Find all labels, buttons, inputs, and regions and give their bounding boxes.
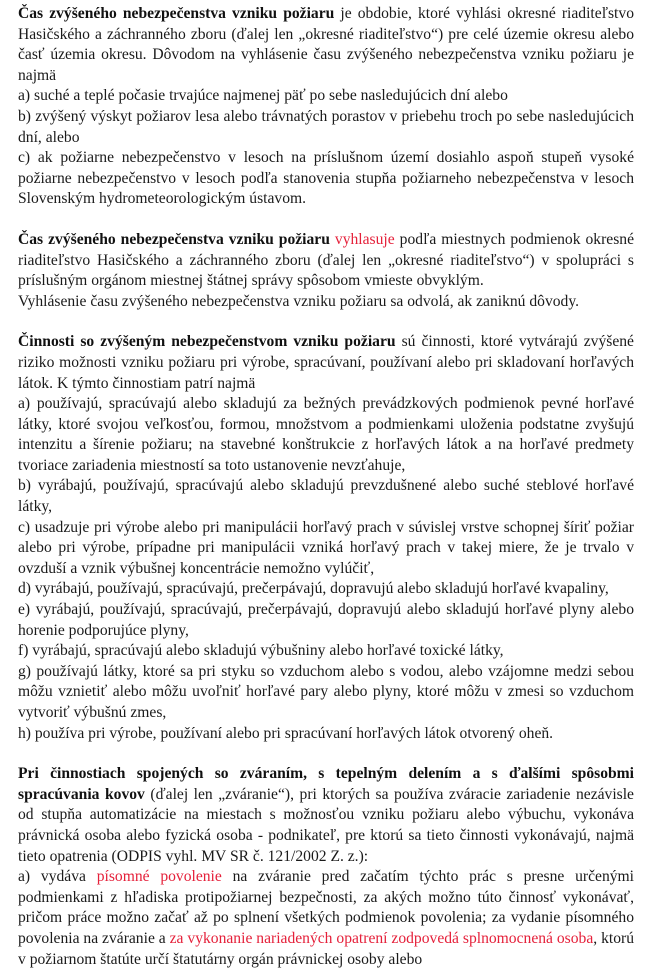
section3-definition: sú činnosti, ktoré vytvárajú zvýšené riziko možnosti vzniku požiaru pri výrobe, spracúvaní, používaní alebo pri skladovaní horľavých látok. K týmto činnostiam patrí najmä — [18, 333, 634, 392]
section3-item-d: d) vyrábajú, používajú, spracúvajú, prečerpávajú, dopravujú alebo skladujú horľavé kvapaliny, — [18, 580, 609, 598]
section1-item-b: b) zvýšený výskyt požiarov lesa alebo trávnatých porastov v priebehu troch po sebe nasledujúcich dní, alebo — [18, 107, 634, 146]
section2-paragraph — [18, 230, 634, 292]
section4-paragraph — [18, 764, 634, 867]
section1-item-c: c) ak požiarne nebezpečenstvo v lesoch na príslušnom území dosiahlo aspoň stupeň vysoké požiarne nebezpečenstvo v lesoch podľa stanovenia stupňa požiarneho nebezpečenstva v lesoch Slovenským hydrometeorologickým ústavom. — [18, 149, 634, 208]
section3-item-g: g) používajú látky, ktoré sa pri styku so vzduchom alebo s vodou, alebo vzájomne medzi sebou môžu vznietiť alebo môžu uvoľniť horľavé pary alebo plyny, ktoré môžu v zmesi so vzduchom vytvoriť výbušnú zmes, — [18, 662, 634, 721]
section4-item-a-prefix: a) vydáva — [18, 868, 97, 886]
authorized-person-highlight: za vykonanie nariadených opatrení zodpovedá splnomocnená osoba — [169, 929, 594, 947]
section1-definition: je obdobie, ktoré vyhlási okresné riaditeľstvo Hasičského a záchranného zboru (ďalej len „okresné riaditeľstvo“) pre celé územie okresu alebo časť územia okresu. Dôvodom na vyhlásenie času zvýšeného nebezpečenstva vzniku požiaru je najmä — [18, 5, 634, 84]
written-permit-highlight: písomné povolenie — [96, 868, 222, 886]
section2-highlight: vyhlasuje — [334, 230, 395, 248]
section3-item-c: c) usadzuje pri výrobe alebo pri manipulácii horľavý prach v súvislej vrstve schopnej šíriť požiar alebo pri výrobe, prípadne pri manipulácii vzniká horľavý prach v takej miere, že je trvalo v ovzduší a vznik výbušnej koncentrácie nemožno vylúčiť, — [18, 518, 634, 577]
section1-paragraph — [18, 4, 634, 86]
section3-item-a: a) používajú, spracúvajú alebo skladujú za bežných prevádzkových podmienok pevné horľavé látky, ktoré svojou veľkosťou, formou, množstvom a podmienkami uloženia podstatne zvyšujú intenzitu a šírenie požiaru; na stavebné konštrukcie z horľavých látok a na horľavé predmety tvoriace zariadenia miestností sa toto ustanovenie nevzťahuje, — [18, 395, 634, 474]
section3-item-f: f) vyrábajú, spracúvajú alebo skladujú výbušniny alebo horľavé toxické látky, — [18, 642, 504, 660]
section3-item-e: e) vyrábajú, používajú, spracúvajú, prečerpávajú, dopravujú alebo skladujú horľavé plyny alebo horenie podporujúce plyny, — [18, 601, 634, 639]
section2-term: Čas zvýšeného nebezpečenstva vzniku požiaru — [18, 230, 330, 248]
section4-item-a — [18, 867, 634, 970]
section2-text: podľa miestnych podmienok okresné riaditeľstvo Hasičského a záchranného zboru (ďalej len „okresné riaditeľstvo“) v spolupráci s príslušným orgánom miestnej štátnej správy spôsobom vmieste obvyklým. — [18, 230, 634, 290]
section4-term: Pri činnostiach spojených so zváraním, s tepelným delením a s ďalšími spôsobmi spracúvania kovov — [18, 765, 634, 803]
section3-item-b: b) vyrábajú, používajú, spracúvajú alebo skladujú prevzdušnené alebo suché steblové horľavé látky, — [18, 477, 634, 516]
section1-item-a: a) suché a teplé počasie trvajúce najmenej päť po sebe nasledujúcich dní alebo — [18, 87, 508, 105]
section3-paragraph — [18, 332, 634, 394]
section4-item-a-suffix: , ktorú v požiarnom štatúte určí štatutárny orgán právnickej osoby alebo — [18, 929, 635, 968]
section3-term: Činnosti so zvýšeným nebezpečenstvom vzniku požiaru — [18, 333, 396, 351]
section4-text: (ďalej len „zváranie“), pri ktorých sa používa zváracie zariadenie nezávisle od stupňa automatizácie na miestach s možnosťou vzniku požiaru alebo výbuchu, vykonáva právnická osoba alebo fyzická osoba - podnikateľ, pre ktorú sa tieto činnosti vykonávajú, najmä tieto opatrenia (ODPIS vyhl. MV SR č. 121/2002 Z. z.): — [18, 785, 634, 865]
section3-item-h: h) používa pri výrobe, používaní alebo pri spracúvaní horľavých látok otvorený oheň. — [18, 724, 554, 742]
section2-revocation: Vyhlásenie času zvýšeného nebezpečenstva vzniku požiaru sa odvolá, ak zaniknú dôvody. — [18, 292, 580, 310]
section1-term: Čas zvýšeného nebezpečenstva vzniku požiaru — [18, 5, 335, 22]
section4-item-a-middle: na zváranie pred začatím týchto prác s presne určenými podmienkami z hľadiska protipožiarnej bezpečnosti, za akých možno túto činnosť vykonávať, pričom práce možno začať až po splnení všetkých podmienok povolenia; za vydanie písomného povolenia na zváranie a — [18, 868, 634, 947]
